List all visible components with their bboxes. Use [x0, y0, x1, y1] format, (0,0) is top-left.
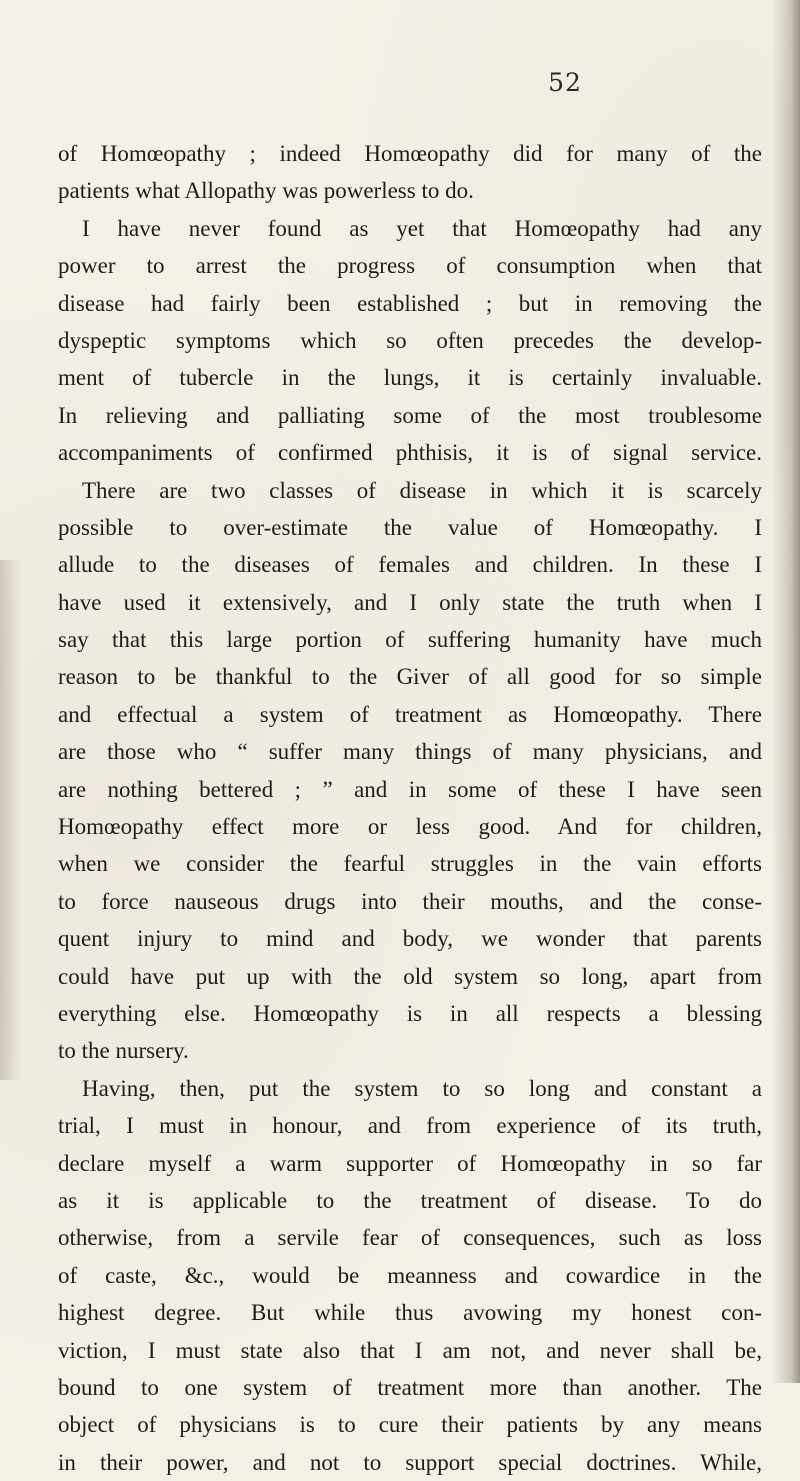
text-line: object of physicians is to cure their patients by any means — [58, 1412, 762, 1438]
page-edge-shadow — [772, 0, 800, 1383]
text-line: accompaniments of confirmed phthisis, it is of signal service. — [58, 440, 762, 466]
text-line: of Homœopathy ; indeed Homœopathy did for many of the — [58, 141, 762, 166]
text-line: of caste, &c., would be meanness and cowardice in the — [58, 1262, 762, 1288]
text-line: otherwise, from a servile fear of consequences, such as loss — [58, 1225, 762, 1251]
text-line: everything else. Homœopathy is in all respects a blessing — [58, 1000, 762, 1026]
text-line: ment of tubercle in the lungs, it is certainly invaluable. — [58, 365, 762, 391]
text-line: are nothing bettered ; ” and in some of these I have seen — [58, 776, 762, 802]
text-line: Homœopathy effect more or less good. And for children, — [58, 814, 762, 840]
text-line: could have put up with the old system so long, apart from — [58, 963, 762, 989]
text-line: I have never found as yet that Homœopathy had any — [82, 215, 762, 241]
text-line: dyspeptic symptoms which so often precedes the develop- — [58, 327, 762, 353]
text-line: as it is applicable to the treatment of disease. To do — [58, 1187, 762, 1213]
text-line: when we consider the fearful struggles in the vain efforts — [58, 851, 762, 877]
text-line: There are two classes of disease in which it is scarcely — [82, 477, 762, 503]
text-line: Having, then, put the system to so long and constant a — [82, 1075, 762, 1101]
text-line: declare myself a warm supporter of Homœopathy in so far — [58, 1150, 762, 1176]
text-line: viction, I must state also that I am not, and never shall be, — [58, 1337, 762, 1363]
text-line: and effectual a system of treatment as Homœopathy. There — [58, 701, 762, 727]
text-line: disease had fairly been established ; but in removing the — [58, 290, 762, 316]
text-line: reason to be thankful to the Giver of all good for so simple — [58, 664, 762, 690]
text-line: are those who “ suffer many things of many physicians, and — [58, 739, 762, 765]
text-line: say that this large portion of suffering humanity have much — [58, 627, 762, 653]
text-line: bound to one system of treatment more than another. The — [58, 1374, 762, 1400]
page-number: 52 — [548, 68, 582, 97]
text-line: trial, I must in honour, and from experience of its truth, — [58, 1113, 762, 1139]
text-line: In relieving and palliating some of the most troublesome — [58, 402, 762, 428]
text-line: possible to over-estimate the value of Homœopathy. I — [58, 514, 762, 540]
text-line: patients what Allopathy was powerless to do. — [58, 178, 474, 204]
text-line: power to arrest the progress of consumption when that — [58, 253, 762, 279]
text-line: have used it extensively, and I only state the truth when I — [58, 589, 762, 615]
text-line: in their power, and not to support special doctrines. While, — [58, 1449, 762, 1475]
body-text — [58, 135, 762, 1481]
page-gutter-shadow — [0, 560, 22, 1080]
text-line: to force nauseous drugs into their mouths, and the conse- — [58, 888, 762, 914]
text-line: quent injury to mind and body, we wonder that parents — [58, 926, 762, 952]
text-line: highest degree. But while thus avowing my honest con- — [58, 1300, 762, 1326]
text-line: to the nursery. — [58, 1038, 189, 1064]
text-line: allude to the diseases of females and children. In these I — [58, 552, 762, 578]
